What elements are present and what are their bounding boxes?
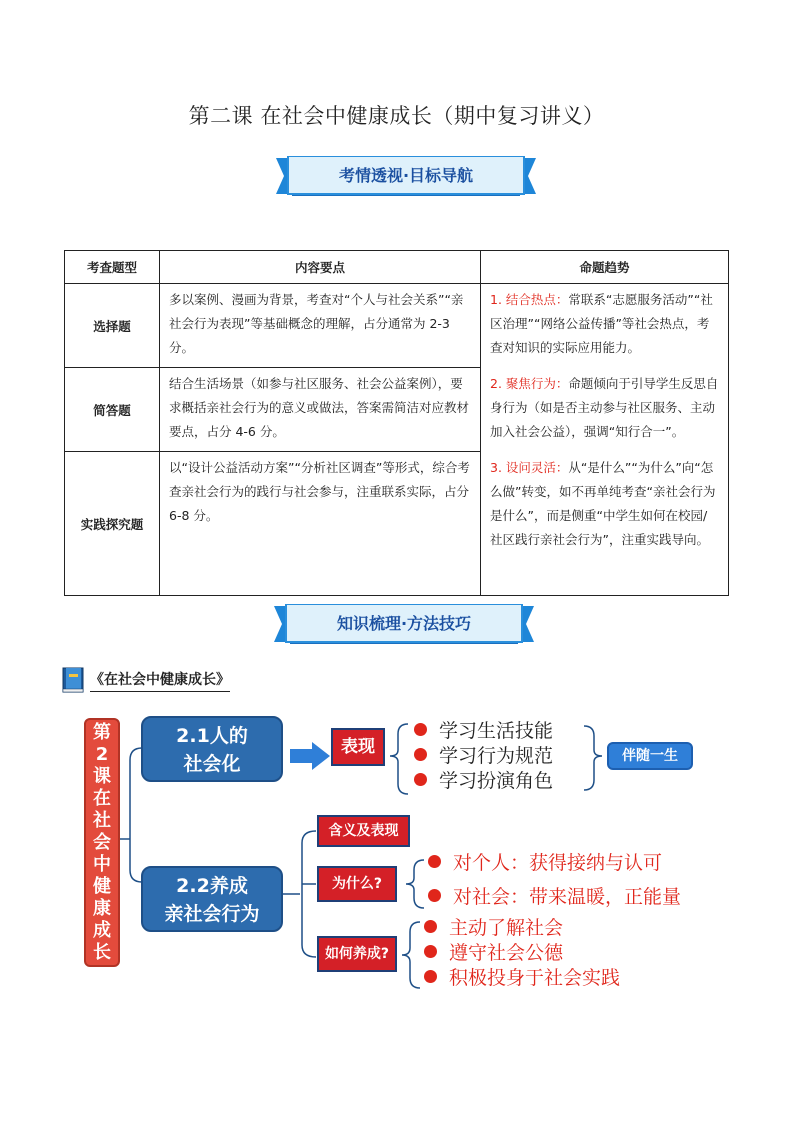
page-title: 第二课 在社会中健康成长（期中复习讲义）: [188, 104, 605, 128]
root-char: 在: [93, 788, 111, 809]
bullet-dot: [414, 748, 427, 761]
root-char: 课: [93, 766, 111, 787]
bullet-dot: [428, 889, 441, 902]
type-cell: 简答题: [65, 368, 160, 452]
banner-knowledge-review-text: 知识梳理·方法技巧: [336, 614, 472, 633]
tag-meaning: 含义及表现: [317, 815, 410, 847]
node-line: 2.2养成: [176, 875, 248, 897]
root-char: 第: [93, 722, 111, 743]
socialization-items: [414, 719, 553, 794]
table-row: [65, 284, 729, 368]
table-header-row: [65, 251, 729, 284]
list-item: [428, 846, 681, 880]
trend-item: [490, 372, 719, 444]
bullet-dot: [428, 855, 441, 868]
list-item-text: 对社会：带来温暖，正能量: [453, 886, 682, 908]
trend-item: [490, 288, 719, 360]
trend-text: 从“是什么”“为什么”向“怎么做”转变，如不再单纯考查“亲社会行为是什么”，而是侧重“中学生如何在校园/社区践行亲社会行为”，注重实践导向。: [490, 460, 716, 547]
tag-how: 如何养成?: [317, 936, 397, 972]
trend-item: [490, 456, 719, 552]
root-char: 长: [93, 942, 111, 963]
list-item-text: 主动了解社会: [449, 917, 564, 939]
node-line: 社会化: [183, 753, 241, 775]
how-items: [424, 916, 620, 991]
trend-label: 1. 结合热点：: [490, 292, 569, 307]
content-cell: 以“设计公益活动方案”“分析社区调查”等形式，综合考查亲社会行为的践行与社会参与，注重联系实际，占分 6-8 分。: [160, 452, 481, 596]
bullet-dot: [424, 945, 437, 958]
trend-label: 2. 聚焦行为：: [490, 376, 569, 391]
pill-lifelong: 伴随一生: [607, 742, 693, 770]
trend-text: 常联系“志愿服务活动”“社区治理”“网络公益传播”等社会热点，考查对知识的实际应用能力。: [490, 292, 713, 355]
mindmap-node-prosocial: [141, 866, 283, 932]
root-char: 健: [93, 876, 111, 897]
node-line: 2.1人的: [176, 725, 248, 747]
bullet-dot: [424, 920, 437, 933]
list-item: [424, 941, 620, 966]
content-cell: 结合生活场景（如参与社区服务、社会公益案例），要求概括亲社会行为的意义或做法，答案需简洁对应教材要点，占分 4-6 分。: [160, 368, 481, 452]
tag-manifestation: 表现: [331, 728, 385, 766]
header-trend: 命题趋势: [481, 251, 729, 284]
root-char: 会: [93, 832, 111, 853]
node-line: 亲社会行为: [164, 903, 260, 925]
exam-analysis-table: [64, 250, 729, 596]
root-char: 中: [93, 854, 111, 875]
list-item-text: 对个人：获得接纳与认可: [453, 852, 663, 874]
list-item-text: 学习生活技能: [439, 720, 554, 742]
type-cell: 实践探究题: [65, 452, 160, 596]
trend-cell: [481, 284, 729, 596]
header-content: 内容要点: [160, 251, 481, 284]
list-item-text: 积极投身于社会实践: [449, 967, 621, 989]
root-char: 社: [93, 810, 111, 831]
root-char: 2: [95, 744, 109, 765]
banner-exam-overview-text: 考情透视·目标导航: [338, 166, 474, 185]
type-cell: 选择题: [65, 284, 160, 368]
banner-exam-overview: [272, 156, 540, 200]
bullet-dot: [414, 773, 427, 786]
list-item-text: 学习行为规范: [439, 745, 554, 767]
bullet-dot: [424, 970, 437, 983]
trend-label: 3. 设问灵活：: [490, 460, 569, 475]
list-item: [414, 744, 553, 769]
content-cell: 多以案例、漫画为背景，考查对“个人与社会关系”“亲社会行为表现”等基础概念的理解，占分通常为 2-3 分。: [160, 284, 481, 368]
root-char: 康: [93, 898, 111, 919]
mindmap-node-socialization: [141, 716, 283, 782]
banner-knowledge-review: [270, 604, 538, 648]
root-char: 成: [93, 920, 111, 941]
list-item: [414, 719, 553, 744]
trend-text: 命题倾向于引导学生反思自身行为（如是否主动参与社区服务、主动加入社会公益），强调“知行合一”。: [490, 376, 719, 439]
book-icon: [62, 666, 86, 694]
list-item: [424, 966, 620, 991]
list-item: [428, 880, 681, 914]
why-items: [428, 846, 681, 914]
header-type: 考查题型: [65, 251, 160, 284]
bullet-dot: [414, 723, 427, 736]
list-item: [414, 769, 553, 794]
list-item: [424, 916, 620, 941]
list-item-text: 学习扮演角色: [439, 770, 554, 792]
tag-why: 为什么?: [317, 866, 397, 902]
mindmap-root-lesson-2: [84, 718, 120, 967]
list-item-text: 遵守社会公德: [449, 942, 564, 964]
section-label: 《在社会中健康成长》: [90, 669, 230, 692]
